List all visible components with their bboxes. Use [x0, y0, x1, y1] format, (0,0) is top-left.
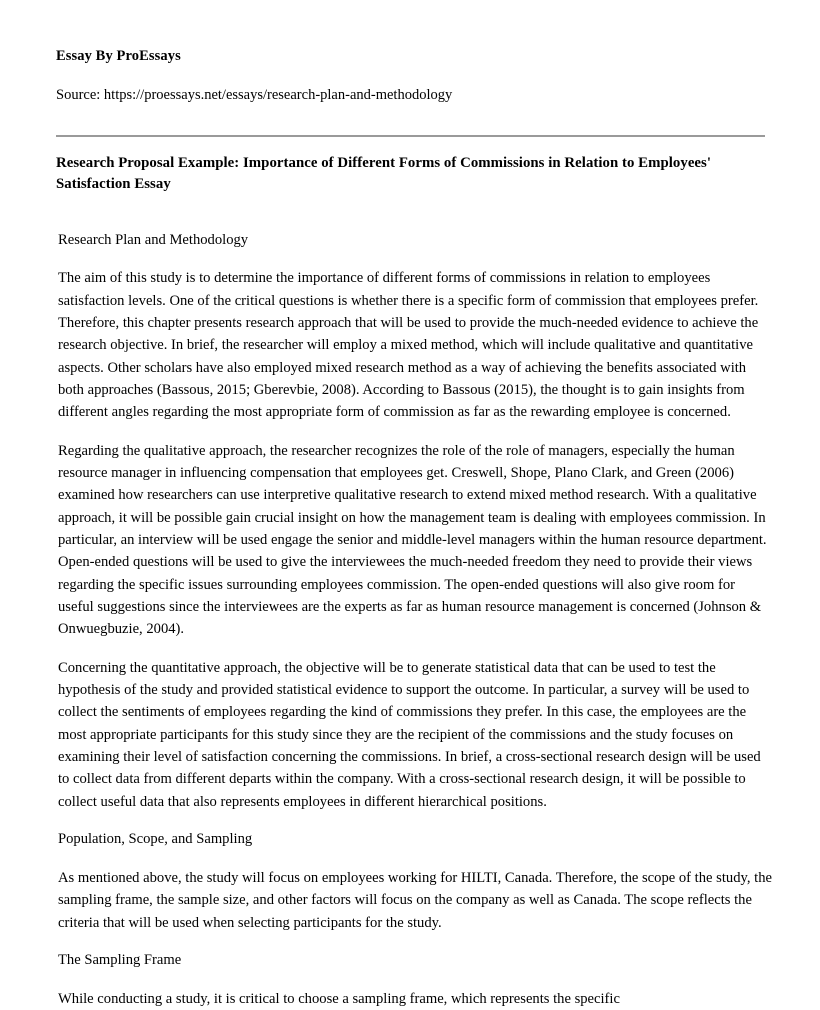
- paragraph-2: Regarding the qualitative approach, the researcher recognizes the role of the role of managers, especially the human resource manager in influencing compensation that employees get. Creswell, Shope, Plano Clark, and Green (2006) examined how researchers can use interpretive qualitative research to extend mixed method research. With a qualitative approach, it will be possible gain crucial insight on how the management team is dealing with employees commission. In particular, an interview will be used engage the senior and middle-level managers within the human resource department. Open-ended questions will be used to give the interviewees the much-needed freedom they need to provide their views regarding the specific issues surrounding employees commission. The open-ended questions will also give room for useful suggestions since the interviewees are the experts as far as human resource management is concerned (Johnson & Onwuegbuzie, 2004).: [58, 442, 767, 638]
- section-heading-the-sampling-frame: The Sampling Frame: [58, 951, 182, 968]
- document-body: [0, 195, 820, 1010]
- paragraph-1: The aim of this study is to determine the importance of different forms of commissions in relation to employees satisfaction levels. One of the critical questions is whether there is a specific form of commission that employees prefer. Therefore, this chapter presents research approach that will be used to provide the much-needed evidence to achieve the research objective. In brief, the researcher will employ a mixed method, which will include qualitative and quantitative aspects. Other scholars have also employed mixed research method as a way of achieving the benefits associated with both approaches (Bassous, 2015; Gberevbie, 2008). According to Bassous (2015), the thought is to gain insights from different angles regarding the most appropriate form of commission as far as the rewarding employee is concerned.: [58, 270, 759, 421]
- site-name: Essay By ProEssays: [56, 48, 181, 64]
- paragraph-4: As mentioned above, the study will focus on employees working for HILTI, Canada. Therefore, the scope of the study, the sampling frame, the sample size, and other factors will focus on the company as well as Canada. The scope reflects the criteria that will be used when selecting participants for the study.: [58, 869, 772, 931]
- paragraph-3: Concerning the quantitative approach, the objective will be to generate statistical data that can be used to test the hypothesis of the study and provided statistical evidence to support the outcome. In particular, a survey will be used to collect the sentiments of employees regarding the kind of commissions they prefer. In this case, the employees are the most appropriate participants for this study since they are the recipient of the commissions and the study focuses on examining their level of satisfaction concerning the commissions. In brief, a cross-sectional research design will be used to collect data from different departs within the company. With a cross-sectional research design, it will be possible to collect useful data that also represents employees in different hierarchical positions.: [58, 659, 761, 810]
- divider-container: [0, 105, 820, 137]
- document-masthead: [0, 0, 820, 105]
- source-url-line: Source: https://proessays.net/essays/research-plan-and-methodology: [56, 87, 453, 104]
- page-title: Research Proposal Example: Importance of Different Forms of Commissions in Relation to Employees' Satisfaction Essay: [56, 154, 712, 192]
- section-heading-population-scope-and-sampling: Population, Scope, and Sampling: [58, 830, 253, 847]
- section-heading-research-plan-and-methodology: Research Plan and Methodology: [58, 231, 249, 248]
- paragraph-5: While conducting a study, it is critical to choose a sampling frame, which represents the specific: [58, 990, 620, 1007]
- title-container: [0, 137, 820, 195]
